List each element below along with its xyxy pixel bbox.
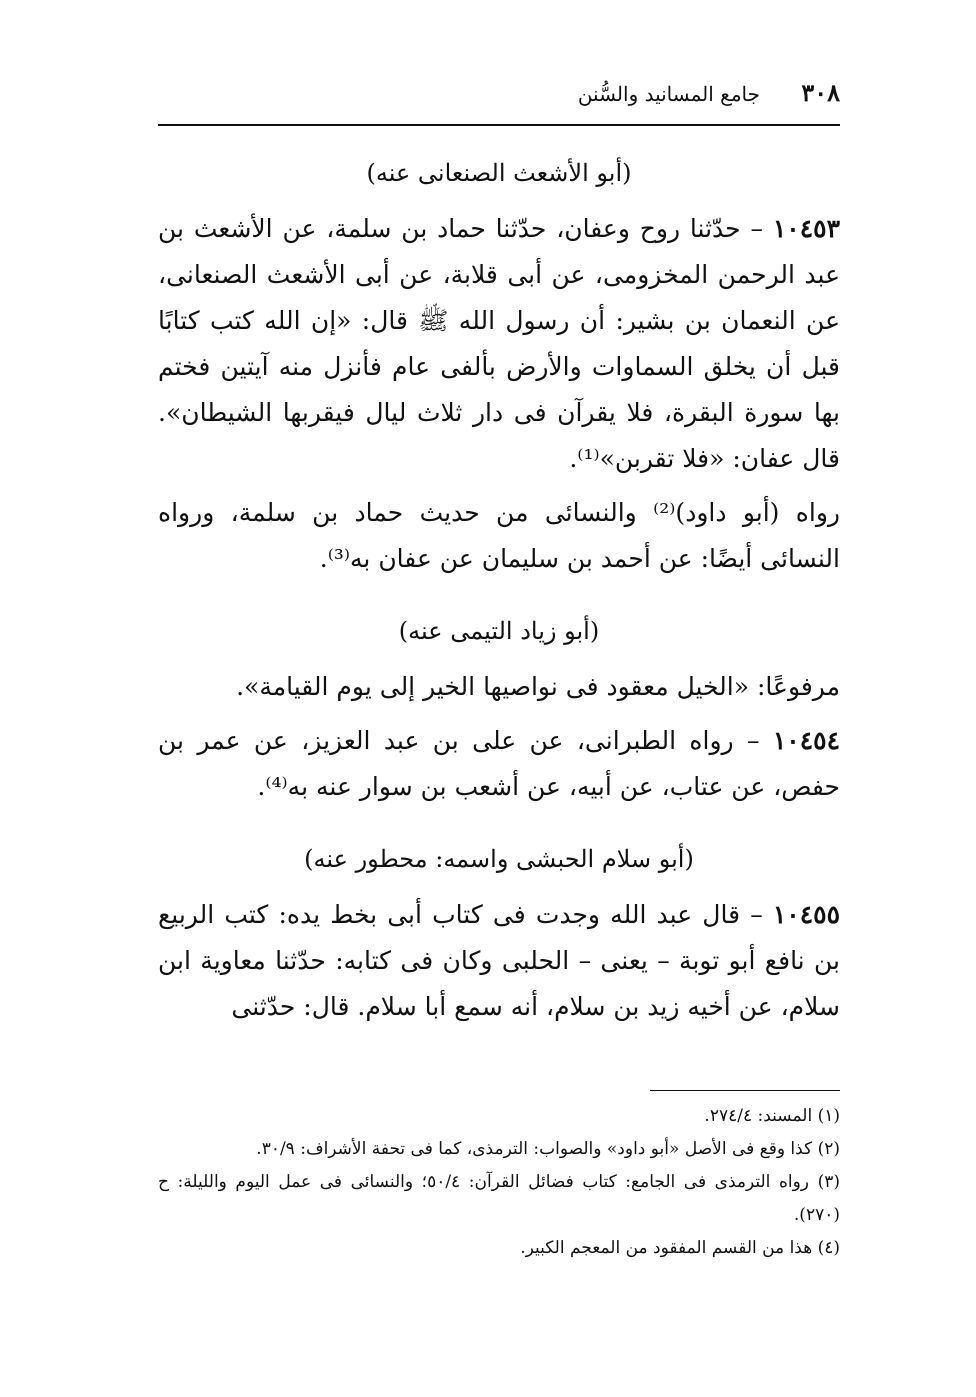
section-heading: (أبو زياد التيمى عنه) (398, 617, 600, 645)
main-text (158, 150, 840, 1038)
hadith-text: – رواه الطبرانى، عن على بن عبد العزيز، عن عمر بن حفص، عن عتاب، عن أبيه، عن أشعب بن سوار عنه به⁽⁴⁾. (158, 726, 840, 801)
hadith-number: ١٠٤٥٣ (772, 214, 840, 243)
hadith-text: – قال عبد الله وجدت فى كتاب أبى بخط يده: كتب الربيع بن نافع أبو توبة – يعنى – الحلبى وكان فى كتابه: حدّثنا معاوية ابن سلام، عن أخيه زيد بن سلام، أنه سمع أبا سلام. قال: حدّثنى (158, 900, 840, 1021)
hadith-paragraph (158, 718, 840, 810)
hadith-text: – حدّثنا روح وعفان، حدّثنا حماد بن سلمة، عن الأشعث بن عبد الرحمن المخزومى، عن أبى قلابة، عن أبى الأشعث الصنعانى، عن النعمان بن بشير: أن رسول الله ﷺ قال: «إن الله كتب كتابًا قبل أن يخلق السماوات والأرض بألفى عام فأنزل منه آيتين فختم بها سورة البقرة، فلا يقرآن فى دار ثلاث ليال فيقربها الشيطان». قال عفان: «فلا تقربن»⁽¹⁾. (158, 214, 840, 473)
page-number: ٣٠٨ (801, 78, 840, 107)
footnote-rule (650, 1090, 840, 1091)
intro-paragraph: مرفوعًا: «الخيل معقود فى نواصيها الخير إلى يوم القيامة». (236, 672, 840, 701)
running-title: جامع المسانيد والسُّنن (577, 82, 760, 106)
section-heading: (أبو الأشعث الصنعانى عنه) (366, 159, 632, 187)
footnotes (158, 1100, 840, 1265)
footnote: (٣) رواه الترمذى فى الجامع: كتاب فضائل القرآن: ٥٠/٤؛ والنسائى فى عمل اليوم والليلة: ح (٢٧٠). (158, 1172, 840, 1225)
footnote: (١) المسند: ٢٧٤/٤. (704, 1106, 840, 1126)
hadith-number: ١٠٤٥٥ (772, 900, 840, 929)
commentary-paragraph: رواه (أبو داود)⁽²⁾ والنسائى من حديث حماد بن سلمة، ورواه النسائى أيضًا: عن أحمد بن سليمان عن عفان به⁽³⁾. (158, 498, 840, 573)
footnote: (٤) هذا من القسم المفقود من المعجم الكبير. (520, 1238, 840, 1258)
hadith-number: ١٠٤٥٤ (772, 726, 840, 755)
header-rule (158, 124, 840, 126)
hadith-paragraph (158, 206, 840, 482)
hadith-paragraph (158, 892, 840, 1030)
footnote: (٢) كذا وقع فى الأصل «أبو داود» والصواب: الترمذى، كما فى تحفة الأشراف: ٣٠/٩. (256, 1139, 840, 1159)
page-header (158, 78, 840, 122)
section-heading: (أبو سلام الحبشى واسمه: محطور عنه) (304, 845, 694, 873)
